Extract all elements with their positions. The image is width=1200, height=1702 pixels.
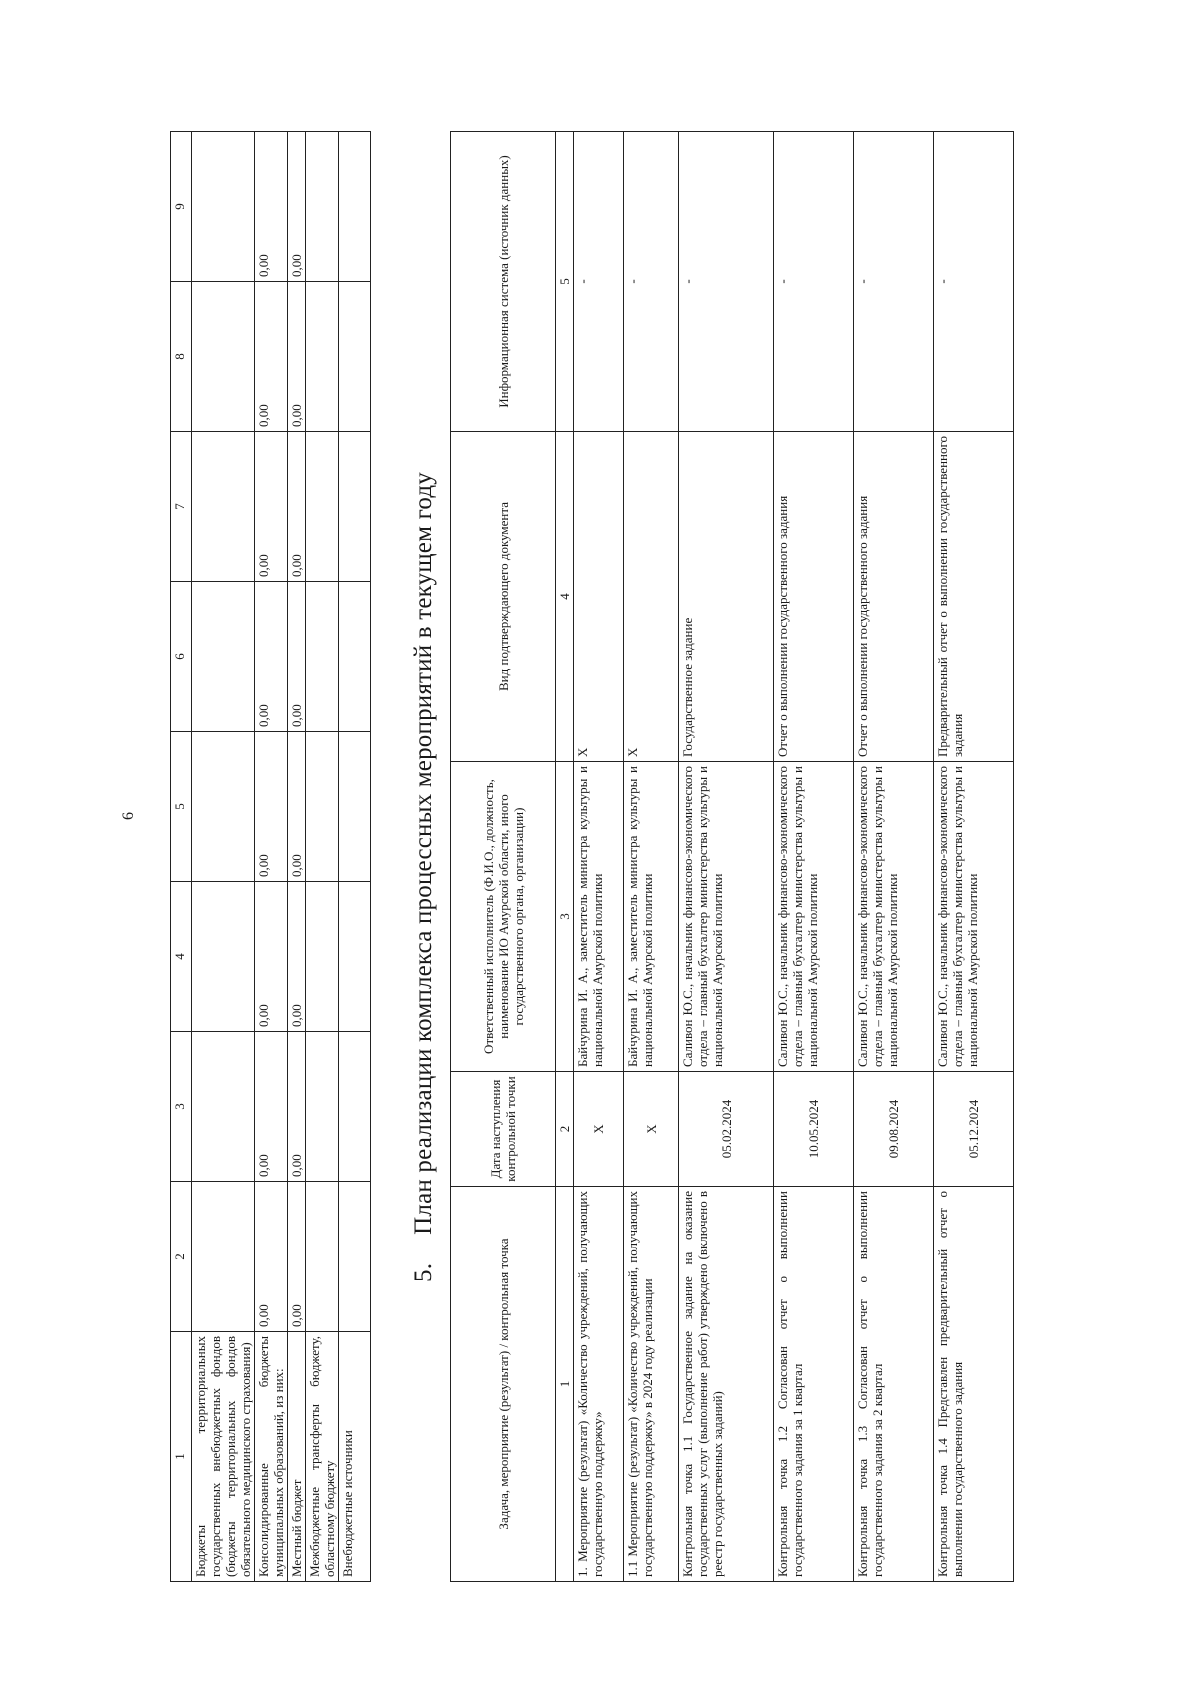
budget-row-value: 0,00 [288,132,306,282]
plan-table-header-row [451,132,556,1582]
budget-row-value: 0,00 [255,1182,288,1332]
cell-document: Государственное задание [679,432,774,762]
header-responsible: Ответственный исполнитель (Ф.И.О., должность, наименование ИО Амурской области, иного государственного органа, организации) [451,762,556,1072]
budget-row-value [339,1032,371,1182]
column-number-cell: 4 [556,432,574,762]
budget-row-label: Межбюджетные трансферты бюджету, областному бюджету [306,1332,339,1582]
budget-row-value: 0,00 [288,1182,306,1332]
budget-row-value [339,732,371,882]
budget-table-row [306,132,339,1582]
section-title: План реализации комплекса процессных мероприятий в текущем году [410,471,437,1235]
budget-row-value [306,1182,339,1332]
budget-row-value [339,1182,371,1332]
plan-table-column-numbers [556,132,574,1582]
budget-table-header-row [171,132,192,1582]
cell-date: 05.12.2024 [934,1072,1014,1187]
budget-header-cell: 2 [171,1182,192,1332]
budget-header-cell: 9 [171,132,192,282]
cell-task: Контрольная точка 1.4 Представлен предварительный отчет о выполнении государственного задания [934,1187,1014,1582]
budget-row-value [192,882,255,1032]
budget-row-value: 0,00 [255,882,288,1032]
cell-responsible: Байчурина И. А., заместитель министра культуры и национальной Амурской политики [624,762,679,1072]
cell-responsible: Саливон Ю.С., начальник финансово-экономического отдела – главный бухгалтер министерства культуры и национальной Амурской политики [854,762,934,1072]
budget-row-label: Местный бюджет [288,1332,306,1582]
section-number: 5. [410,1262,437,1282]
budget-row-value: 0,00 [255,282,288,432]
cell-task: Контрольная точка 1.1 Государственное задание на оказание государственных услуг (выполнение работ) утверждено (включено в реестр государственных заданий) [679,1187,774,1582]
budget-row-value [339,132,371,282]
cell-system: - [624,132,679,432]
budget-row-value [339,282,371,432]
plan-table [450,131,1014,1582]
cell-task: 1.1 Мероприятие (результат) «Количество учреждений, получающих государственную поддержку» в 2024 году реализации [624,1187,679,1582]
cell-system: - [679,132,774,432]
cell-system: - [574,132,624,432]
cell-task: Контрольная точка 1.2 Согласован отчет о выполнении государственного задания за 1 квартал [774,1187,854,1582]
cell-system: - [774,132,854,432]
budget-header-cell: 7 [171,432,192,582]
budget-header-cell: 8 [171,282,192,432]
budget-row-value [306,282,339,432]
cell-document: Отчет о выполнении государственного задания [774,432,854,762]
budget-row-value: 0,00 [255,732,288,882]
budget-row-value [306,1032,339,1182]
cell-responsible: Саливон Ю.С., начальник финансово-экономического отдела – главный бухгалтер министерства культуры и национальной Амурской политики [679,762,774,1072]
section-heading [410,472,438,1282]
header-task: Задача, мероприятие (результат) / контрольная точка [451,1187,556,1582]
budget-row-value [306,432,339,582]
budget-table [170,131,371,1582]
budget-row-value [192,432,255,582]
budget-row-value: 0,00 [255,582,288,732]
budget-header-cell: 6 [171,582,192,732]
cell-task: Контрольная точка 1.3 Согласован отчет о выполнении государственного задания за 2 квартал [854,1187,934,1582]
budget-header-cell: 5 [171,732,192,882]
cell-document: X [574,432,624,762]
budget-row-value: 0,00 [288,432,306,582]
table-row [574,132,624,1582]
cell-task: 1. Мероприятие (результат) «Количество учреждений, получающих государственную поддержку» [574,1187,624,1582]
budget-table-row [339,132,371,1582]
budget-row-value: 0,00 [255,132,288,282]
budget-row-value [339,432,371,582]
column-number-cell: 1 [556,1187,574,1582]
cell-responsible: Байчурина И. А., заместитель министра культуры и национальной Амурской политики [574,762,624,1072]
table-row [774,132,854,1582]
budget-row-value [339,882,371,1032]
table-row [679,132,774,1582]
budget-header-cell: 4 [171,882,192,1032]
cell-system: - [854,132,934,432]
budget-row-value: 0,00 [288,582,306,732]
table-row [624,132,679,1582]
table-row [854,132,934,1582]
budget-row-value: 0,00 [288,732,306,882]
column-number-cell: 3 [556,762,574,1072]
cell-system: - [934,132,1014,432]
column-number-cell: 2 [556,1072,574,1187]
budget-row-label: Консолидированные бюджеты муниципальных образований, из них: [255,1332,288,1582]
cell-date: 05.02.2024 [679,1072,774,1187]
budget-row-value [192,1032,255,1182]
cell-date: 09.08.2024 [854,1072,934,1187]
header-date: Дата наступления контрольной точки [451,1072,556,1187]
budget-row-label: Бюджеты территориальных государственных внебюджетных фондов (бюджеты территориальных фондов обязательного медицинского страхования) [192,1332,255,1582]
budget-row-value [306,132,339,282]
cell-responsible: Саливон Ю.С., начальник финансово-экономического отдела – главный бухгалтер министерства культуры и национальной Амурской политики [774,762,854,1072]
budget-table-row [288,132,306,1582]
budget-row-value: 0,00 [255,1032,288,1182]
budget-row-value [192,1182,255,1332]
cell-date: X [624,1072,679,1187]
budget-row-value [192,732,255,882]
cell-date: X [574,1072,624,1187]
cell-document: X [624,432,679,762]
header-document: Вид подтверждающего документа [451,432,556,762]
budget-row-value: 0,00 [255,432,288,582]
budget-row-value [192,582,255,732]
budget-row-value [306,582,339,732]
budget-row-value [192,282,255,432]
budget-row-value: 0,00 [288,282,306,432]
budget-row-label: Внебюджетные источники [339,1332,371,1582]
column-number-cell: 5 [556,132,574,432]
cell-responsible: Саливон Ю.С., начальник финансово-экономического отдела – главный бухгалтер министерства культуры и национальной Амурской политики [934,762,1014,1072]
table-row [934,132,1014,1582]
budget-header-cell: 1 [171,1332,192,1582]
budget-row-value: 0,00 [288,1032,306,1182]
budget-row-value: 0,00 [288,882,306,1032]
cell-document: Предварительный отчет о выполнении государственного задания [934,432,1014,762]
budget-table-row [192,132,255,1582]
budget-header-cell: 3 [171,1032,192,1182]
budget-table-row [255,132,288,1582]
cell-document: Отчет о выполнении государственного задания [854,432,934,762]
budget-row-value [306,882,339,1032]
budget-row-value [192,132,255,282]
cell-date: 10.05.2024 [774,1072,854,1187]
budget-row-value [306,732,339,882]
page-number: 6 [120,812,137,820]
header-system: Информационная система (источник данных) [451,132,556,432]
budget-row-value [339,582,371,732]
